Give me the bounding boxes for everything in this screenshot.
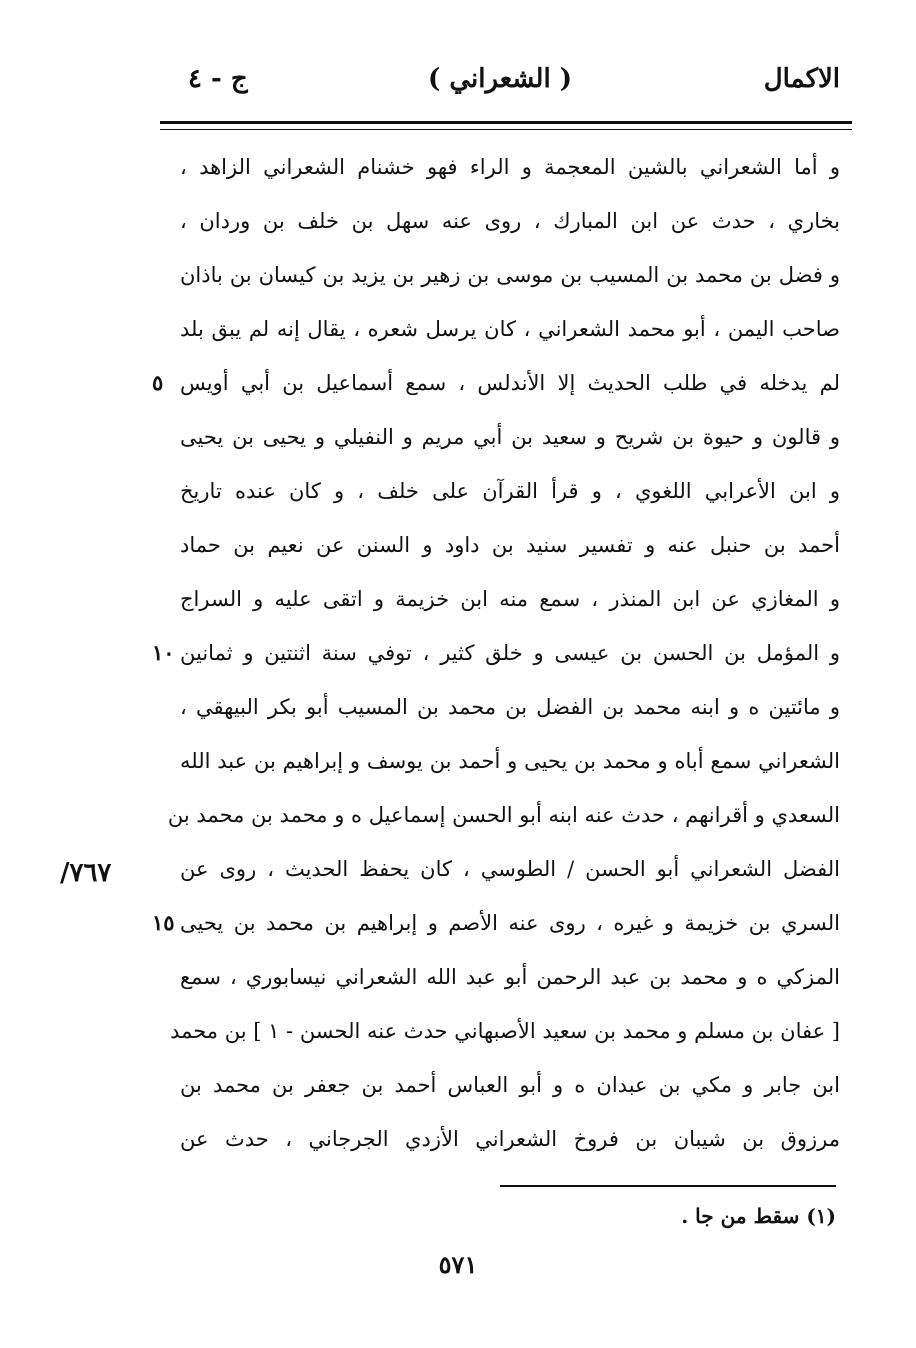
text-line: السري بن خزيمة و غيره ، روى عنه الأصم و إبراهيم بن محمد بن يحيى ١٥ [180,896,840,950]
page-number: ٥٧١ [438,1250,478,1279]
text-line: لم يدخله في طلب الحديث إلا الأندلس ، سمع أسماعيل بن أبي أويس ٥ [180,356,840,410]
text-line: و أما الشعراني بالشين المعجمة و الراء فهو خشنام الشعراني الزاهد ، [180,155,840,179]
text-line: ابن جابر و مكي بن عبدان ه و أبو العباس أحمد بن جعفر بن محمد بن [180,1073,840,1097]
text-line: أحمد بن حنبل عنه و تفسير سنيد بن داود و السنن عن نعيم بن حماد [180,533,840,557]
text-line: و مائتين ه و ابنه محمد بن الفضل بن محمد بن المسيب أبو بكر البيهقي ، [180,695,840,719]
header-entry-title: ( الشعراني ) [427,64,573,94]
line-number: ١٠ [152,640,175,665]
text-line: و ابن الأعرابي اللغوي ، و قرأ القرآن على خلف ، و كان عنده تاريخ [180,479,840,503]
footnote: (١) سقط من جا . [681,1204,836,1228]
header-volume: ج - ٤ [188,64,248,94]
text-line: و فضل بن محمد بن المسيب بن موسى بن زهير بن يزيد بن كيسان بن باذان [180,263,840,287]
text-line: صاحب اليمن ، أبو محمد الشعراني ، كان يرسل شعره ، يقال إنه لم يبق بلد [180,317,840,341]
body-text [152,140,840,1166]
text-line: الشعراني سمع أباه و محمد بن يحيى و أحمد بن يوسف و إبراهيم بن عبد الله [180,749,840,773]
manuscript-folio-reference: /٧٦٧ [60,858,112,888]
header-rule-thick [160,121,852,124]
text-line: السعدي و أقرانهم ، حدث عنه ابنه أبو الحسن إسماعيل ه و محمد بن محمد بن [167,803,840,827]
text-line: و المغازي عن ابن المنذر ، سمع منه ابن خزيمة و اتقى عليه و السراج [180,587,840,611]
text-line: بخاري ، حدث عن ابن المبارك ، روى عنه سهل بن خلف بن وردان ، [180,209,840,233]
running-header [160,64,840,108]
header-rule-thin [160,129,852,130]
text-line: المزكي ه و محمد بن عبد الرحمن أبو عبد الله الشعراني نيسابوري ، سمع [180,965,840,989]
text-line: و قالون و حيوة بن شريح و سعيد بن أبي مريم و النفيلي و يحيى بن يحيى [180,425,840,449]
text-line: [ عفان بن مسلم و محمد بن سعيد الأصبهاني حدث عنه الحسن - ١ ] بن محمد [170,1019,840,1043]
text-line: و المؤمل بن الحسن بن عيسى و خلق كثير ، توفي سنة اثنتين و ثمانين ١٠ [180,626,840,680]
text-line: مرزوق بن شيبان بن فروخ الشعراني الأزدي الجرجاني ، حدث عن [180,1127,840,1151]
footnote-rule [500,1185,836,1187]
line-number: ٥ [152,370,164,395]
text-line: الفضل الشعراني أبو الحسن / الطوسي ، كان يحفظ الحديث ، روى عن [180,857,840,881]
line-number: ١٥ [152,910,175,935]
header-book-title: الاكمال [763,64,840,94]
